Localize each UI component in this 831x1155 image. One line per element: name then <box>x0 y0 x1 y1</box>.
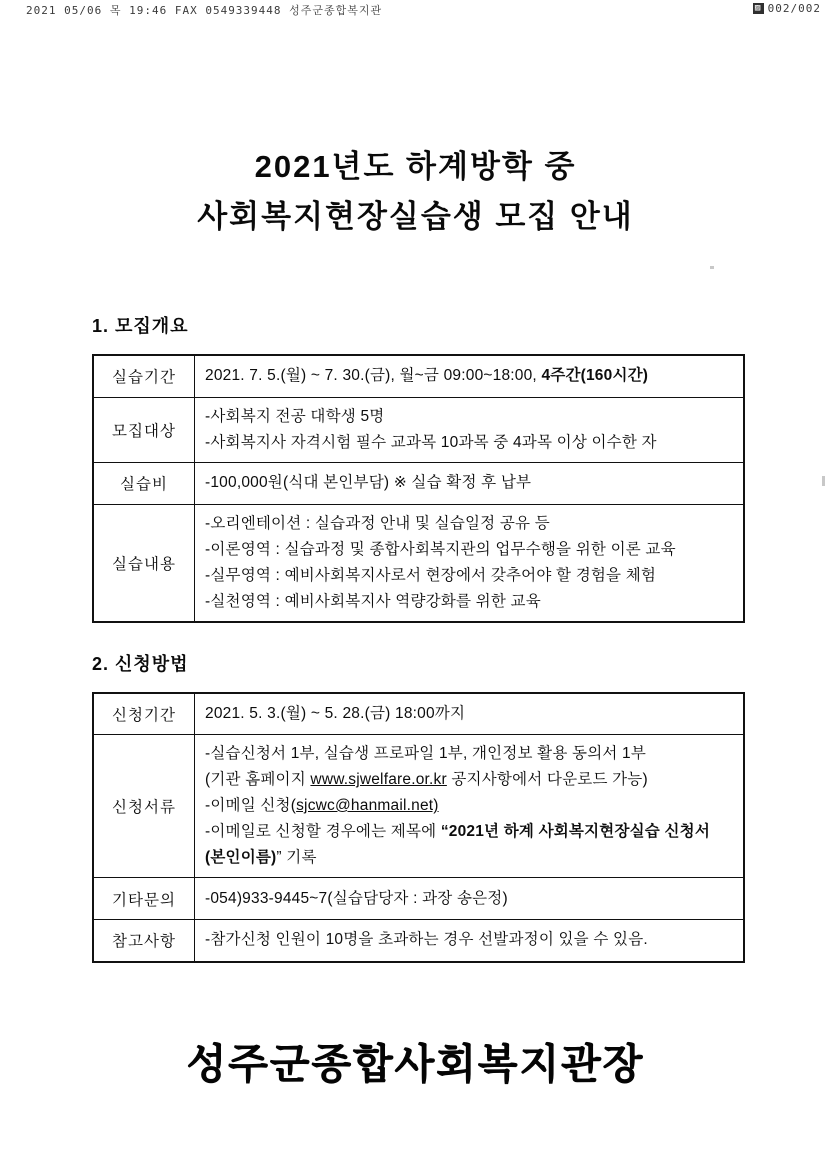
text-segment: ” 기록 <box>276 849 317 866</box>
row-content <box>195 462 745 504</box>
text-segment: (기관 홈페이지 <box>205 771 311 788</box>
content-line <box>205 589 733 615</box>
fax-page-count: 002/002 <box>767 2 821 15</box>
text-segment: -이론영역 : 실습과정 및 종합사회복지관의 업무수행을 위한 이론 교육 <box>205 540 676 558</box>
table-row <box>93 397 744 462</box>
row-content <box>195 693 745 735</box>
fax-header-info: 2021 05/06 목 19:46 FAX 0549339448 성주군종합복지관 <box>26 4 383 17</box>
fax-page-icon: ▨ <box>753 3 764 14</box>
text-segment: 2021. 5. 3.(월) ~ 5. 28.(금) 18:00까지 <box>205 704 466 722</box>
content-line <box>205 927 733 953</box>
fax-page-counter <box>753 2 821 15</box>
row-label: 실습내용 <box>93 504 195 622</box>
row-content <box>195 735 745 878</box>
content-line <box>205 793 733 819</box>
text-segment: -실무영역 : 예비사회복지사로서 현장에서 갖추어야 할 경험을 체험 <box>205 566 657 584</box>
content-line <box>205 886 733 912</box>
table-row <box>93 878 744 920</box>
text-segment: -사회복지 전공 대학생 5명 <box>205 407 385 425</box>
section-2-heading: 2. 신청방법 <box>92 653 189 674</box>
text-segment: -054)933-9445~7(실습담당자 : 과장 송은정) <box>205 889 508 907</box>
scan-artifact <box>710 266 714 269</box>
text-segment: -100,000원(식대 본인부담) ※ 실습 확정 후 납부 <box>205 474 532 491</box>
text-segment: -이메일로 신청할 경우에는 제목에 <box>205 823 441 840</box>
title-line-2: 사회복지현장실습생 모집 안내 <box>197 199 634 234</box>
text-segment: -오리엔테이션 : 실습과정 안내 및 실습일정 공유 등 <box>205 514 550 532</box>
text-segment: -참가신청 인원이 10명을 초과하는 경우 선발과정이 있을 수 있음. <box>205 931 648 949</box>
row-label: 참고사항 <box>93 920 195 962</box>
application-method-table <box>92 692 745 963</box>
text-segment: -실천영역 : 예비사회복지사 역량강화를 위한 교육 <box>205 592 541 610</box>
text-segment: -사회복지사 자격시험 필수 교과목 10과목 중 4과목 이상 이수한 자 <box>205 433 657 451</box>
content-line <box>205 430 733 456</box>
section-application-method <box>0 650 831 963</box>
content-line <box>205 767 733 793</box>
row-label: 모집대상 <box>93 397 195 462</box>
content-line <box>205 845 733 871</box>
scan-artifact <box>822 476 825 486</box>
row-label: 실습기간 <box>93 355 195 397</box>
table-row <box>93 504 744 622</box>
content-line <box>205 741 733 767</box>
row-label: 신청기간 <box>93 693 195 735</box>
content-line <box>205 537 733 563</box>
row-label: 신청서류 <box>93 735 195 878</box>
text-segment: (본인이름) <box>205 849 277 866</box>
table-row <box>93 355 744 397</box>
text-segment: -실습신청서 1부, 실습생 프로파일 1부, 개인정보 활용 동의서 1부 <box>205 745 647 762</box>
table-row <box>93 693 744 735</box>
underlined-text: sjcwc@hanmail.net) <box>296 797 439 814</box>
row-label: 기타문의 <box>93 878 195 920</box>
content-line <box>205 363 733 389</box>
content-line <box>205 470 733 496</box>
text-segment: -이메일 신청( <box>205 797 297 814</box>
table-row <box>93 735 744 878</box>
row-content <box>195 920 745 962</box>
signature-issuer: 성주군종합사회복지관장 <box>186 1040 645 1087</box>
underlined-text: www.sjwelfare.or.kr <box>310 771 447 788</box>
row-content <box>195 355 745 397</box>
document-title <box>0 0 831 242</box>
content-line <box>205 819 733 845</box>
text-segment: 4주간(160시간) <box>541 367 649 385</box>
content-line <box>205 701 733 727</box>
title-line-1: 2021년도 하계방학 중 <box>254 149 577 184</box>
section-recruitment-overview <box>0 312 831 623</box>
row-content <box>195 878 745 920</box>
row-content <box>195 504 745 622</box>
text-segment: 2021. 7. 5.(월) ~ 7. 30.(금), 월~금 09:00~18:00, <box>205 367 542 385</box>
text-segment: 공지사항에서 다운로드 가능) <box>446 771 648 788</box>
table-row <box>93 920 744 962</box>
content-line <box>205 404 733 430</box>
row-label: 실습비 <box>93 462 195 504</box>
section-1-heading: 1. 모집개요 <box>92 316 189 336</box>
row-content <box>195 397 745 462</box>
content-line <box>205 511 733 537</box>
recruitment-overview-table <box>92 354 745 623</box>
fax-header <box>0 0 831 18</box>
content-line <box>205 563 733 589</box>
table-row <box>93 462 744 504</box>
text-segment: “2021년 하계 사회복지현장실습 신청서 <box>440 823 710 840</box>
